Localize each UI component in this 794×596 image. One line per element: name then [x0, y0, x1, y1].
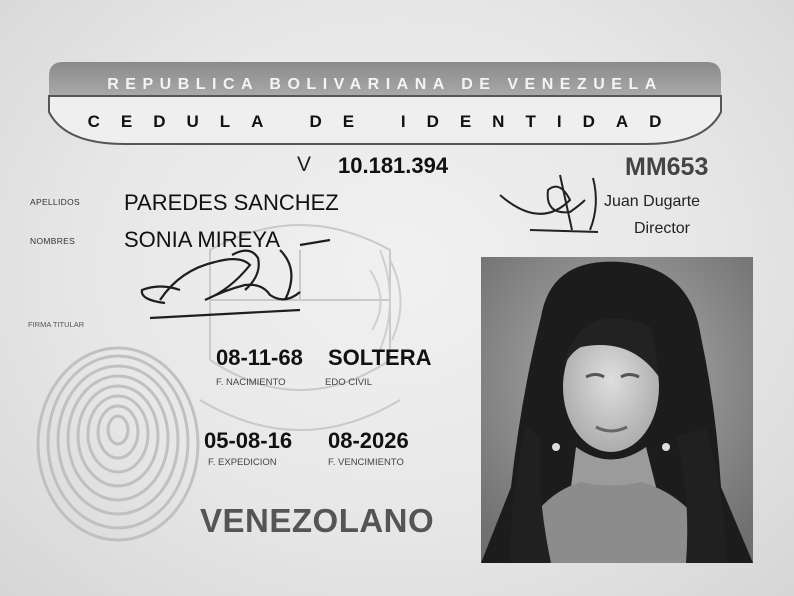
header-banner [45, 52, 725, 147]
laurel-watermark [370, 250, 401, 350]
serial-code: MM653 [625, 153, 709, 181]
id-prefix: V [297, 153, 312, 176]
id-number: 10.181.394 [338, 153, 449, 178]
civil-status-caption: EDO CIVIL [325, 377, 372, 388]
director-title: Director [634, 220, 691, 237]
signature-label: FIRMA TITULAR [28, 320, 85, 329]
issue-date: 05-08-16 [204, 428, 293, 453]
nationality: VENEZOLANO [200, 502, 435, 539]
birth-date: 08-11-68 [216, 345, 303, 370]
document-title: CEDULA DE IDENTIDAD [87, 112, 683, 131]
expiry-date-caption: F. VENCIMIENTO [328, 457, 404, 468]
birth-date-caption: F. NACIMIENTO [216, 377, 286, 388]
expiry-date: 08-2026 [328, 428, 409, 453]
issue-date-caption: F. EXPEDICION [208, 457, 277, 468]
republic-title: REPUBLICA BOLIVARIANA DE VENEZUELA [107, 76, 663, 93]
holder-photo [481, 257, 753, 563]
names-value: SONIA MIREYA [124, 227, 281, 252]
surnames-value: PAREDES SANCHEZ [124, 190, 339, 215]
director-name: Juan Dugarte [604, 193, 701, 210]
names-label: NOMBRES [30, 236, 76, 246]
civil-status: SOLTERA [328, 345, 432, 370]
surnames-label: APELLIDOS [30, 197, 80, 207]
